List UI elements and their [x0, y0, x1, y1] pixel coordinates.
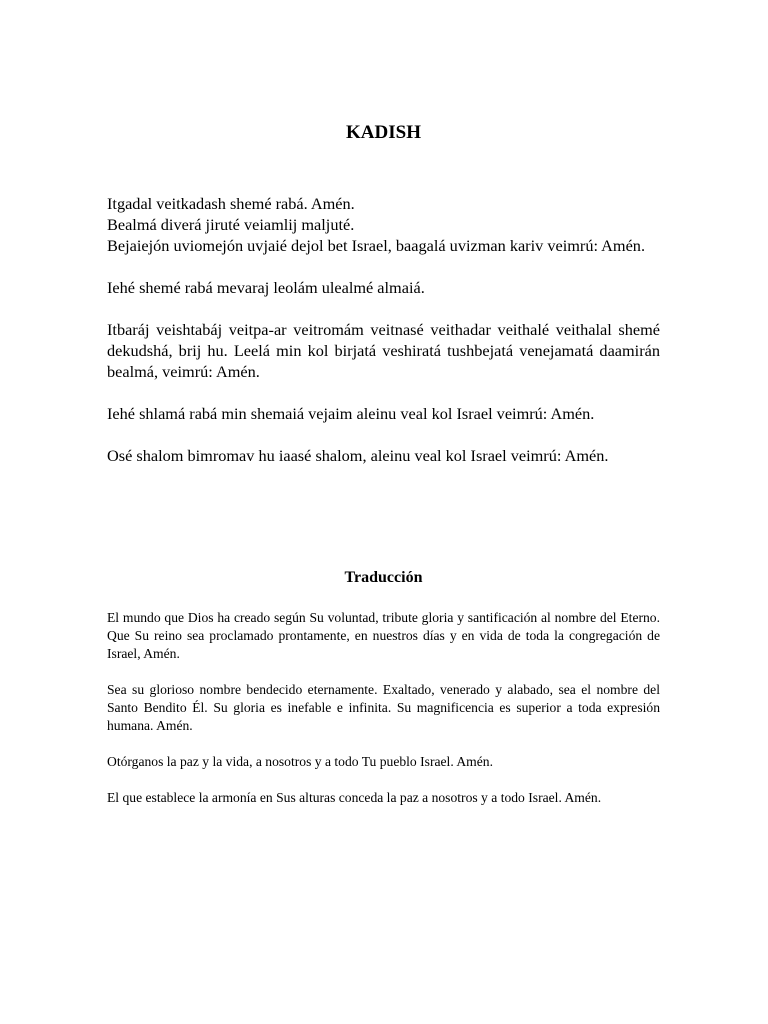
document-title: KADISH: [346, 122, 421, 143]
translation-title: Traducción: [344, 569, 423, 586]
prayer-paragraph-4: Iehé shlamá rabá min shemaiá vejaim aleinu veal kol Israel veimrú: Amén.: [107, 404, 595, 423]
translation-paragraph-2: Sea su glorioso nombre bendecido eternamente. Exaltado, venerado y alabado, sea el nombre del Santo Bendito Él. Su gloria es inefable e infinita. Su magnificencia es superior a toda expresión humana. Amén.: [107, 682, 660, 733]
prayer-text: [107, 193, 660, 466]
prayer-line-3: Bejaiejón uviomejón uvjaié dejol bet Israel, baagalá uvizman kariv veimrú: Amén.: [107, 236, 646, 255]
prayer-paragraph-5: Osé shalom bimromav hu iaasé shalom, aleinu veal kol Israel veimrú: Amén.: [107, 446, 609, 465]
translation-text: [107, 609, 660, 825]
translation-paragraph-1: El mundo que Dios ha creado según Su voluntad, tribute gloria y santificación al nombre del Eterno. Que Su reino sea proclamado prontamente, en nuestros días y en vida de toda la congregación de Israel, Amén.: [107, 610, 660, 661]
translation-paragraph-4: El que establece la armonía en Sus alturas conceda la paz a nosotros y a todo Israel. Amén.: [107, 790, 602, 805]
prayer-line-2: Bealmá diverá jiruté veiamlij maljuté.: [107, 215, 355, 234]
prayer-paragraph-2: Iehé shemé rabá mevaraj leolám ulealmé almaiá.: [107, 278, 425, 297]
translation-paragraph-3: Otórganos la paz y la vida, a nosotros y a todo Tu pueblo Israel. Amén.: [107, 754, 493, 769]
prayer-paragraph-1: [107, 193, 660, 256]
prayer-paragraph-3: Itbaráj veishtabáj veitpa-ar veitromám veitnasé veithadar veithalé veithalal shemé dekudshá, brij hu. Leelá min kol birjatá veshiratá tushbejatá venejamatá daamirán bealmá, veimrú: Amén.: [107, 320, 660, 381]
prayer-line-1: Itgadal veitkadash shemé rabá. Amén.: [107, 194, 355, 213]
